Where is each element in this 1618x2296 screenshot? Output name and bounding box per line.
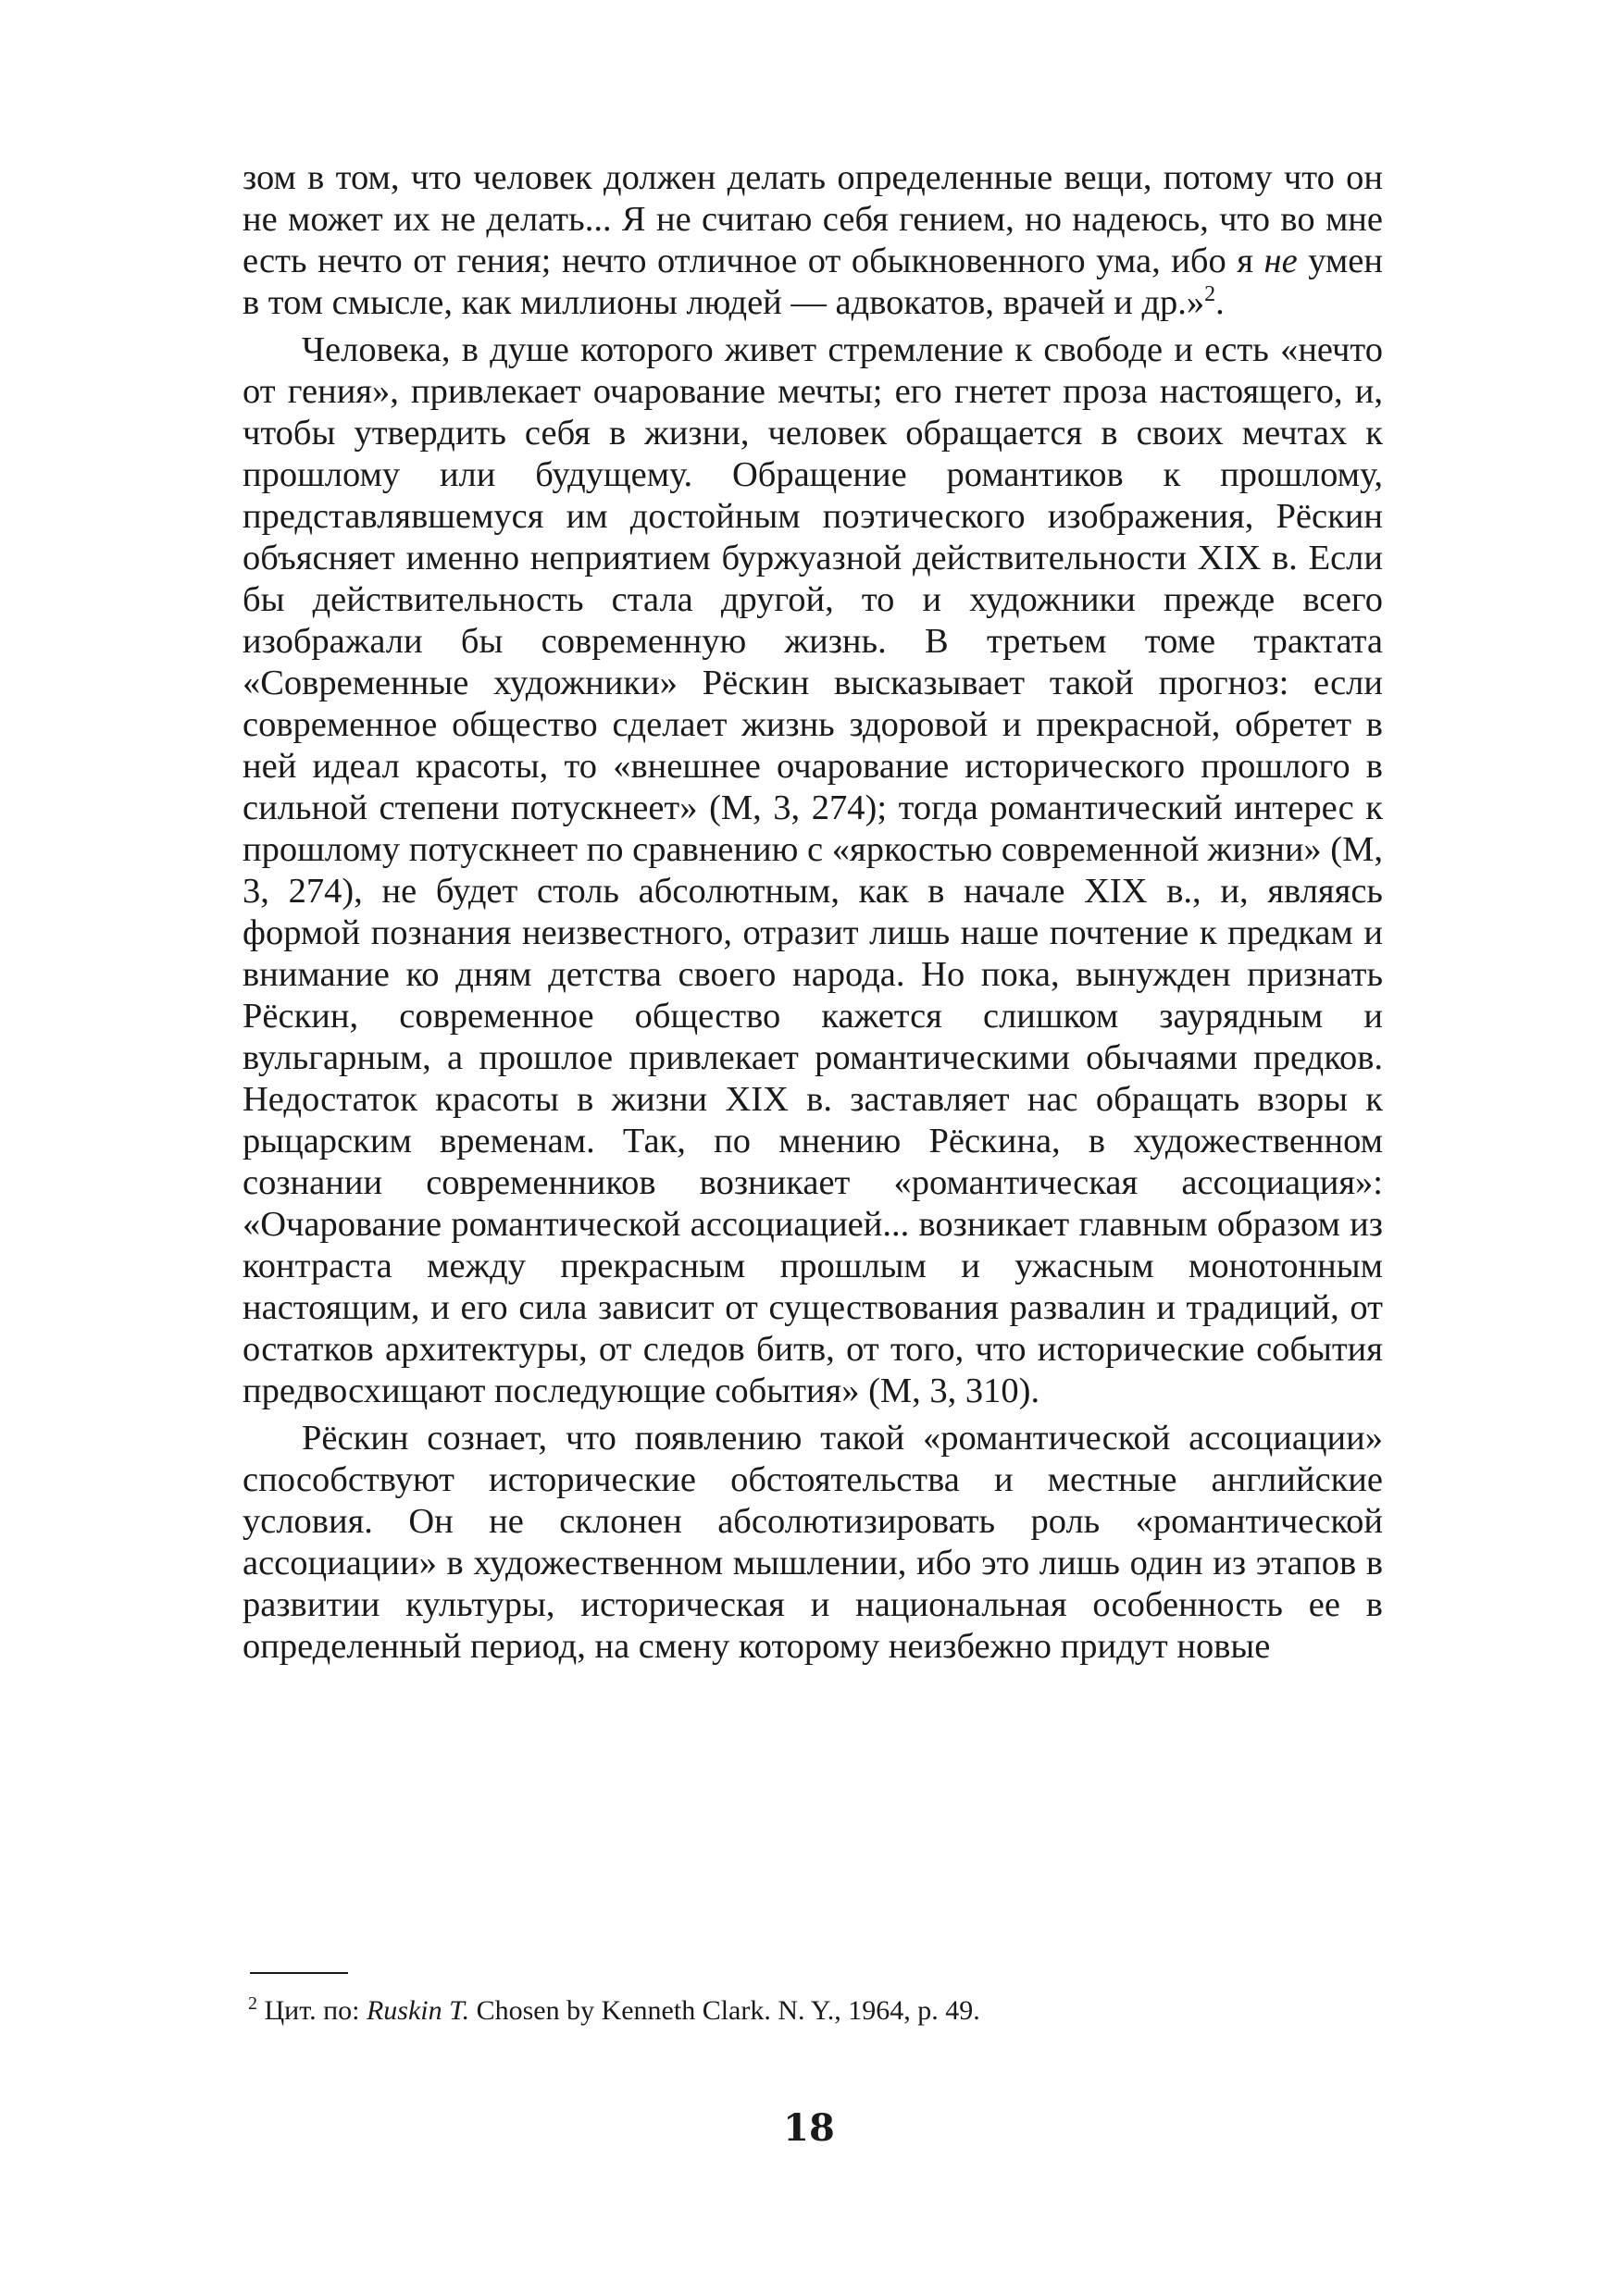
footnote-author: Ruskin T. (366, 1995, 470, 2026)
paragraph-text: зом в том, что человек должен делать определенные вещи, потому что он не может их не делать... Я не считаю себя гением, но надеюсь, что во мне есть нечто от гения; нечто отличное от обыкновенного ума, ибо я (243, 158, 1383, 280)
paragraph-p3 (243, 1418, 1383, 1668)
paragraph-text: умен в том смысле, как миллионы людей — адвокатов, врачей и др.» (243, 242, 1383, 322)
paragraph-text: не (1263, 242, 1298, 280)
page-number: 18 (783, 2106, 835, 2150)
paragraph-text: Рёскин сознает, что появлению такой «романтической ассоциации» способствуют исторические обстоятельства и местные английские условия. Он не склонен абсолютизировать роль «романтической ассоциации» в художественном мышлении, ибо это лишь один из этапов в развитии культуры, историческая и национальная особенность ее в определенный период, на смену которому неизбежно придут новые (243, 1419, 1383, 1666)
body-text (243, 157, 1383, 1668)
paragraph-text: Человека, в душе которого живет стремление к свободе и есть «нечто от гения», привлекает очарование мечты; его гнетет проза настоящего, и, чтобы утвердить себя в жизни, человек обращается в своих мечтах к прошлому или будущему. Обращение романтиков к прошлому, представлявшемуся им достойным поэтического изображения, Рёскин объясняет именно неприятием буржуазной действительности XIX в. Если бы действительность стала другой, то и художники прежде всего изображали бы современную жизнь. В третьем томе трактата «Современные художники» Рёскин высказывает такой прогноз: если современное общество сделает жизнь здоровой и прекрасной, обретет в ней идеал красоты, то «внешнее очарование исторического прошлого в сильной степени потускнеет» (М, 3, 274); тогда романтический интерес к прошлому потускнеет по сравнению с «яркостью современной жизни» (М, 3, 274), не будет столь абсолютным, как в начале XIX в., и, являясь формой познания неизвестного, отразит лишь наше почтение к предкам и внимание ко дням детства своего народа. Но пока, вынужден признать Рёскин, современное общество кажется слишком заурядным и вульгарным, а прошлое привлекает романтическими обычаями предков. Недостаток красоты в жизни XIX в. заставляет нас обращать взоры к рыцарским временам. Так, по мнению Рёскина, в художественном сознании современников возникает «романтическая ассоциация»: «Очарование романтической ассоциацией... возникает главным образом из контраста между прекрасным прошлым и ужасным монотонным настоящим, и его сила зависит от существования развалин и традиций, от остатков архитектуры, от следов битв, от того, что исторические события предвосхищают последующие события» (М, 3, 310). (243, 330, 1383, 1410)
footnote-citation: Chosen by Kenneth Clark. N. Y., 1964, p. 49. (469, 1995, 980, 2026)
footnote-prefix: Цит. по: (264, 1995, 367, 2026)
footnote-marker: 2 (248, 1993, 257, 2014)
paragraph-text: . (1215, 283, 1225, 322)
paragraph-p2 (243, 329, 1383, 1412)
footnote (248, 1993, 1388, 2029)
paragraph-p1 (243, 157, 1383, 324)
footnote-reference: 2 (1204, 282, 1216, 307)
footnote-divider (250, 1972, 348, 1974)
